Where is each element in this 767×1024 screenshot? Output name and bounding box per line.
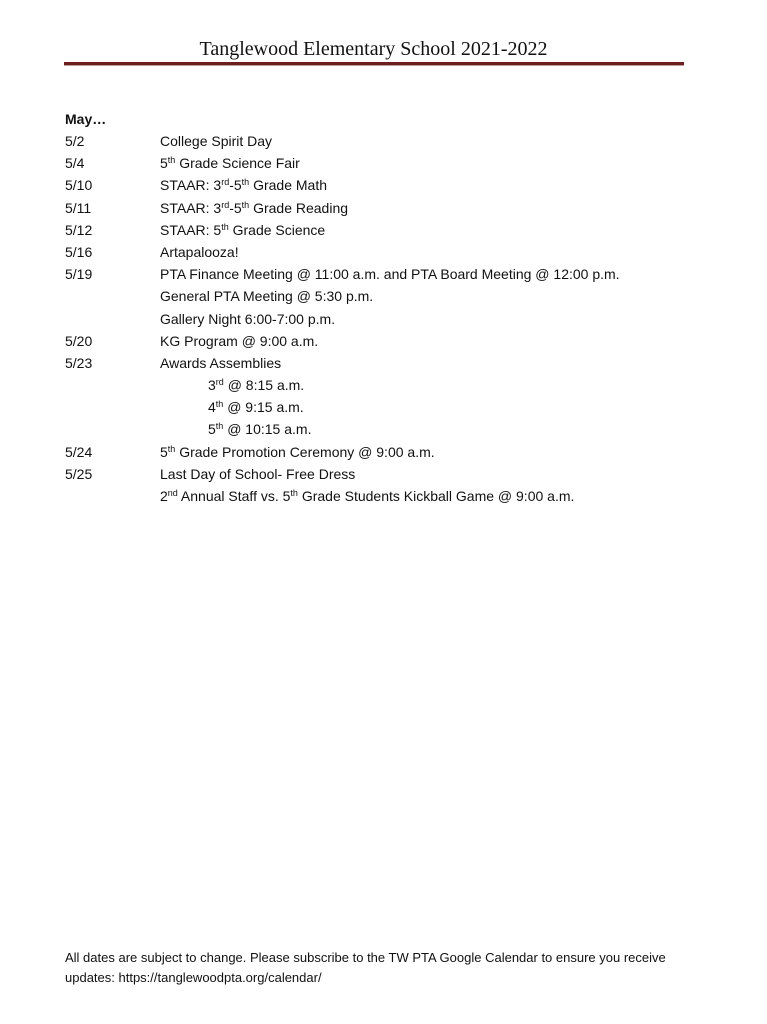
event-description <box>160 308 335 330</box>
event-text: -5 <box>229 177 242 194</box>
event-text: Grade Promotion Ceremony @ 9:00 a.m. <box>175 443 435 460</box>
ordinal-suffix: rd <box>215 377 224 388</box>
ordinal-suffix: rd <box>221 199 230 210</box>
calendar-row <box>65 197 705 219</box>
event-date: 5/11 <box>65 199 92 216</box>
event-date: 5/2 <box>65 133 85 149</box>
calendar-row <box>65 418 705 440</box>
event-description <box>160 285 373 307</box>
event-description <box>160 152 300 174</box>
event-text: 2 <box>160 488 168 504</box>
calendar-event-list <box>65 130 705 507</box>
ordinal-suffix: nd <box>167 488 178 498</box>
event-description <box>208 374 304 396</box>
calendar-row <box>65 374 705 396</box>
calendar-row <box>65 352 705 374</box>
event-text: Artapalooza! <box>160 243 239 260</box>
calendar-row <box>65 463 705 485</box>
event-text: Grade Reading <box>249 199 349 216</box>
event-date: 5/12 <box>65 221 93 238</box>
calendar-row <box>65 152 705 174</box>
ordinal-suffix: th <box>221 221 229 232</box>
event-text: Annual Staff vs. 5 <box>177 488 291 504</box>
event-text: KG Program @ 9:00 a.m. <box>160 332 319 349</box>
event-text: PTA Finance Meeting @ 11:00 a.m. and PTA Board Meeting @ 12:00 p.m. <box>160 266 620 283</box>
ordinal-suffix: th <box>241 177 250 188</box>
calendar-row <box>65 219 705 241</box>
event-description <box>160 263 620 285</box>
event-date: 5/16 <box>65 243 93 260</box>
event-text: Last Day of School- Free Dress <box>160 465 356 482</box>
event-text: @ 8:15 a.m. <box>223 377 305 394</box>
event-description <box>160 174 327 196</box>
event-text: 5 <box>160 443 168 460</box>
ordinal-suffix: th <box>215 421 224 432</box>
event-description <box>160 352 281 374</box>
event-description <box>160 130 272 152</box>
calendar-row <box>65 485 705 507</box>
event-text: College Spirit Day <box>160 133 273 149</box>
calendar-row <box>65 330 705 352</box>
event-description <box>208 418 311 440</box>
event-text: -5 <box>229 199 242 216</box>
ordinal-suffix: th <box>167 155 176 166</box>
event-date: 5/4 <box>65 155 85 172</box>
header-divider <box>64 62 684 66</box>
calendar-row <box>65 285 705 307</box>
page-title: Tanglewood Elementary School 2021-2022 <box>199 38 548 60</box>
event-text: Grade Science <box>228 221 326 238</box>
month-heading: May… <box>65 111 107 127</box>
ordinal-suffix: th <box>167 443 176 454</box>
calendar-row <box>65 263 705 285</box>
calendar-row <box>65 241 705 263</box>
event-date: 5/24 <box>65 443 93 460</box>
calendar-row <box>65 130 705 152</box>
event-description <box>208 396 304 418</box>
event-text: 3 <box>208 377 216 394</box>
event-description <box>160 241 239 263</box>
event-text: Grade Science Fair <box>175 155 300 172</box>
event-date: 5/23 <box>65 354 93 371</box>
ordinal-suffix: th <box>290 488 298 498</box>
event-text: @ 10:15 a.m. <box>223 421 312 438</box>
event-date: 5/20 <box>65 332 93 349</box>
event-description <box>160 485 574 507</box>
calendar-row <box>65 308 705 330</box>
event-text: General PTA Meeting @ 5:30 p.m. <box>160 288 374 305</box>
event-date: 5/19 <box>65 266 93 283</box>
event-description <box>160 441 435 463</box>
event-text: 4 <box>208 399 216 416</box>
calendar-row <box>65 441 705 463</box>
event-text: Grade Math <box>249 177 328 194</box>
event-date: 5/25 <box>65 465 93 482</box>
event-text: STAAR: 3 <box>160 177 222 194</box>
event-description <box>160 197 348 219</box>
event-text: STAAR: 5 <box>160 221 222 238</box>
event-text: @ 9:15 a.m. <box>223 399 304 416</box>
event-text: STAAR: 3 <box>160 199 222 216</box>
event-description <box>160 219 325 241</box>
ordinal-suffix: th <box>215 399 224 410</box>
ordinal-suffix: th <box>241 199 250 210</box>
event-description <box>160 330 318 352</box>
event-date: 5/10 <box>65 177 93 194</box>
ordinal-suffix: rd <box>221 177 230 188</box>
event-text: 5 <box>160 155 168 172</box>
event-text: Grade Students Kickball Game @ 9:00 a.m. <box>297 488 575 504</box>
calendar-row <box>65 174 705 196</box>
calendar-row <box>65 396 705 418</box>
event-description <box>160 463 355 485</box>
event-text: 5 <box>208 421 216 438</box>
event-text: Gallery Night 6:00-7:00 p.m. <box>160 310 336 327</box>
footer-note: All dates are subject to change. Please subscribe to the TW PTA Google Calendar to ensure you receive updates: https://tanglewoodpta.org/calendar/ <box>65 950 666 985</box>
event-text: Awards Assemblies <box>160 354 282 371</box>
